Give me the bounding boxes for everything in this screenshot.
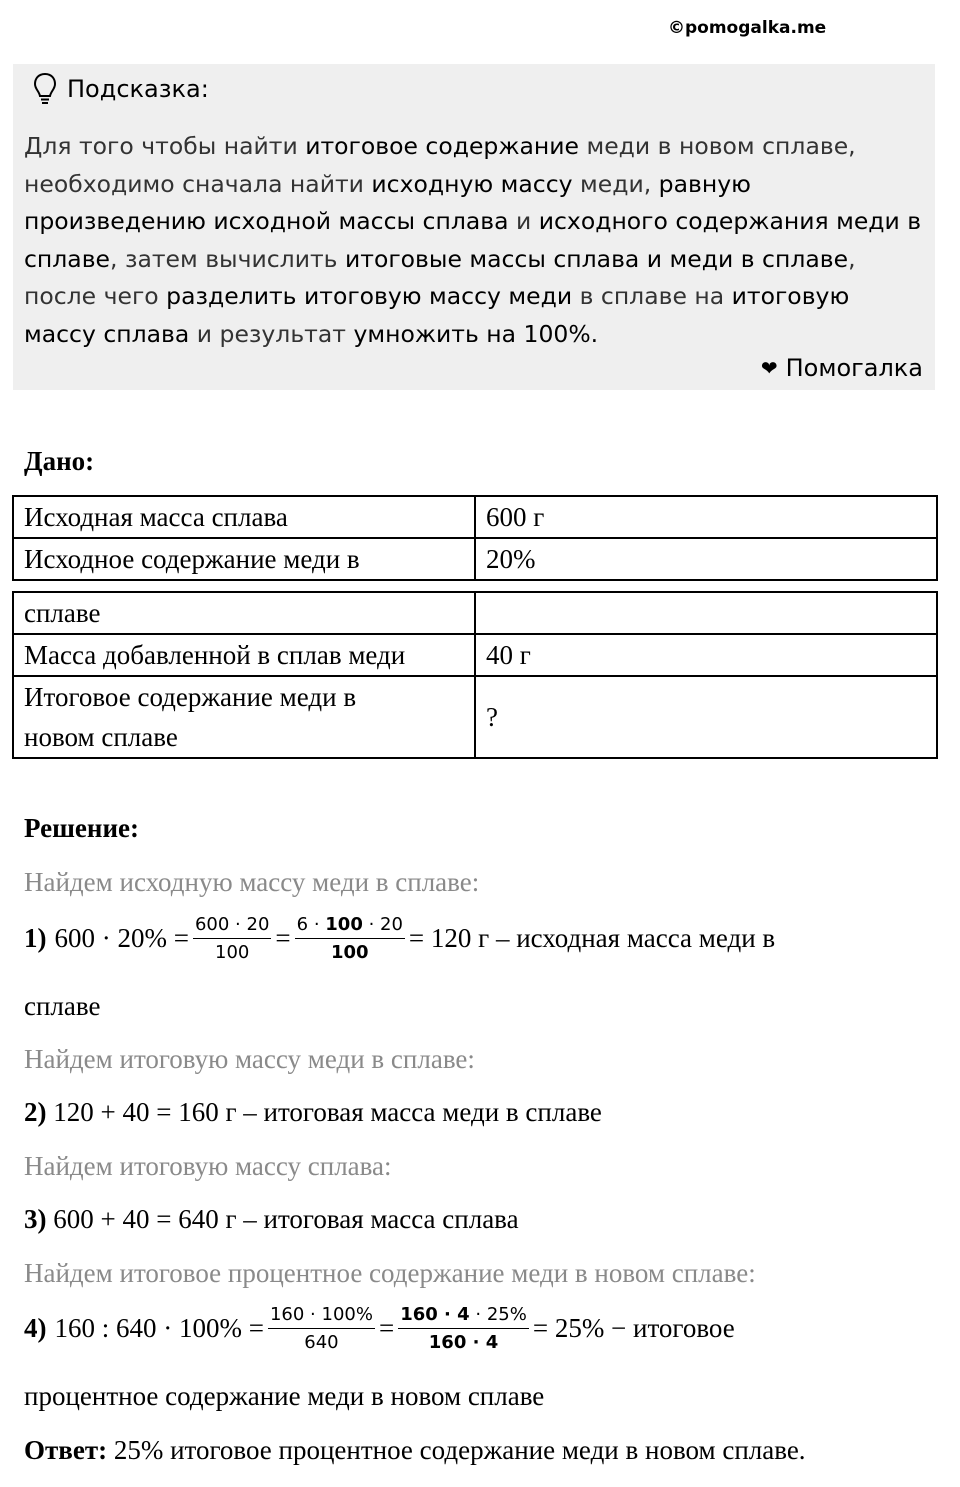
table-row: [13, 634, 937, 676]
hint-signature-text: Помогалка: [785, 354, 923, 382]
hint-text-bold: итоговую массу сплава: [24, 282, 850, 348]
hint-text-segment: , после чего: [24, 244, 856, 311]
table-cell: 40 г: [475, 634, 937, 676]
hint-text-bold: исходную массу: [371, 169, 573, 198]
hint-text-bold: итоговое содержание: [305, 132, 579, 160]
numerator-part: 6 ·: [296, 914, 326, 935]
table-cell: Масса добавленной в сплав меди: [13, 634, 475, 676]
numerator-part-bold: 160 · 4: [400, 1304, 470, 1325]
site-watermark: ©pomogalka.me: [668, 18, 827, 38]
step-4-note: Найдем итоговое процентное содержание меди в новом сплаве:: [24, 1258, 756, 1288]
hint-text-segment: меди в новом сплаве, необходимо сначала найти: [24, 132, 856, 198]
step-number: 4): [24, 1313, 47, 1343]
step-4-continuation: процентное содержание меди в новом сплаве: [24, 1381, 545, 1411]
answer: [24, 1435, 806, 1466]
hint-text-bold: равную произведению исходной массы сплава: [24, 169, 751, 236]
fraction-1: [193, 914, 271, 963]
table-row: [13, 676, 937, 758]
table-row: [13, 538, 937, 580]
given-title: Дано:: [24, 446, 95, 476]
fraction-numerator: 160 · 100%: [268, 1304, 375, 1329]
fraction-numerator: [398, 1304, 529, 1329]
hint-text-bold: разделить итоговую массу меди: [166, 282, 573, 311]
table-cell: 20%: [475, 538, 937, 580]
fraction-numerator: 600 · 20: [193, 914, 271, 939]
step-1: [24, 914, 775, 963]
step-number: 1): [24, 923, 47, 953]
step-1-note: Найдем исходную массу меди в сплаве:: [24, 867, 480, 897]
hint-text-bold: умножить на 100%.: [353, 319, 599, 348]
fraction-denominator: 160 · 4: [428, 1332, 499, 1353]
hint-title: Подсказка:: [67, 75, 209, 103]
step-2-note: Найдем итоговую массу меди в сплаве:: [24, 1044, 475, 1074]
table-row: [13, 496, 937, 538]
equals-sign: =: [378, 1313, 395, 1343]
hint-text-segment: , затем вычислить: [110, 244, 345, 273]
solution-title: Решение:: [24, 813, 139, 843]
step-number: 2): [24, 1097, 47, 1127]
hint-text-segment: и: [508, 207, 539, 236]
step-1-rhs: = 120 г – исходная масса меди в: [408, 923, 776, 953]
heart-icon: ❤: [760, 356, 778, 380]
numerator-part: · 25%: [469, 1304, 527, 1325]
step-4-rhs: = 25% − итоговое: [532, 1313, 735, 1343]
hint-text: [24, 128, 924, 354]
hint-text-segment: меди,: [572, 169, 659, 198]
numerator-part-bold: 100: [325, 914, 363, 935]
table-cell: Итоговое содержание меди в новом сплаве: [13, 676, 475, 758]
hint-text-bold: итоговые массы сплава и меди в сплаве: [344, 244, 849, 273]
hint-text-segment: и результат: [189, 319, 354, 348]
fraction-1: [268, 1304, 375, 1353]
hint-text-segment: Для того чтобы найти: [24, 132, 306, 160]
answer-label: Ответ:: [24, 1435, 108, 1465]
table-cell: сплаве: [13, 592, 475, 634]
equals-sign: =: [275, 923, 291, 953]
step-2-text: 120 + 40 = 160 г – итоговая масса меди в сплаве: [46, 1097, 602, 1127]
hint-signature: [761, 354, 923, 382]
step-4-lhs: 160 : 640 · 100% =: [54, 1313, 264, 1343]
hint-text-bold: исходного содержания меди в сплаве: [24, 207, 922, 273]
step-1-lhs: 600 · 20% =: [54, 923, 189, 953]
fraction-2: [398, 1304, 529, 1353]
fraction-denominator: 100: [330, 942, 369, 963]
given-table-1: [12, 495, 938, 581]
step-number: 3): [24, 1204, 47, 1234]
table-cell: Исходная масса сплава: [13, 496, 475, 538]
step-4: [24, 1304, 735, 1353]
hint-header: [33, 72, 209, 106]
step-2: [24, 1097, 602, 1128]
lightbulb-icon: [33, 72, 57, 106]
step-3-note: Найдем итоговую массу сплава:: [24, 1151, 392, 1181]
fraction-denominator: 100: [215, 942, 250, 963]
step-3: [24, 1204, 519, 1235]
hint-box: [13, 64, 935, 390]
fraction-denominator: 640: [304, 1332, 339, 1353]
step-3-text: 600 + 40 = 640 г – итоговая масса сплава: [46, 1204, 519, 1234]
numerator-part: · 20: [362, 914, 403, 935]
given-table-2: [12, 591, 938, 759]
table-cell: ?: [475, 676, 937, 758]
table-row: [13, 592, 937, 634]
fraction-numerator: [295, 914, 405, 939]
table-cell: [475, 592, 937, 634]
answer-text: 25% итоговое процентное содержание меди в новом сплаве.: [107, 1435, 806, 1465]
hint-text-segment: в сплаве на: [572, 282, 732, 311]
table-cell: 600 г: [475, 496, 937, 538]
table-cell: Исходное содержание меди в: [13, 538, 475, 580]
step-1-continuation: сплаве: [24, 991, 101, 1021]
fraction-2: [295, 914, 405, 963]
